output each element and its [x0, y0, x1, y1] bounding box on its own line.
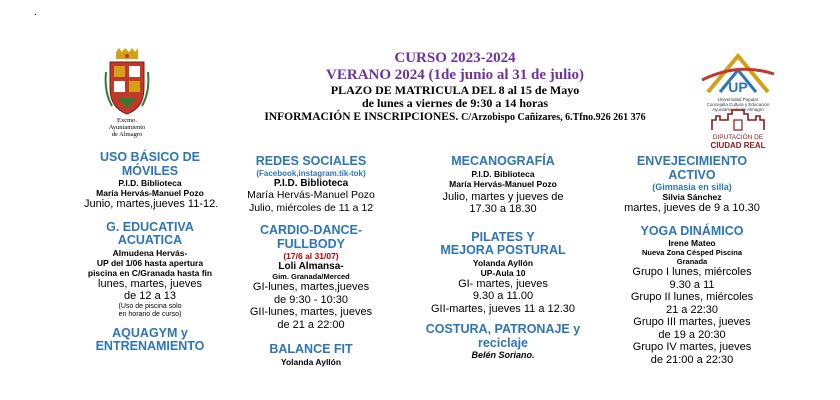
up-caption-line: Concejalía Cultura y Educación	[706, 102, 770, 107]
yoga-place: Nueva Zona Césped Piscina	[641, 248, 743, 257]
acuatica-small-note: (Uso de piscina solo	[118, 302, 182, 310]
acuatica-small-note: en horario de curso)	[118, 310, 182, 318]
mecanografia-schedule: Julio, martes y jueves de	[442, 190, 564, 203]
yoga-group: Grupo I lunes, miércoles	[632, 266, 752, 278]
summer-title: VERANO 2024 (1de junio al 31 de julio)	[326, 67, 584, 83]
pilates-place: UP-Aula 10	[480, 267, 526, 278]
cardio-schedule: GI-lunes, martes,jueves	[252, 281, 370, 293]
uso-movil-teacher: María Hervás-Manuel Pozo	[96, 188, 204, 198]
cardio-schedule: de 21 a 22:00	[277, 318, 345, 331]
crest-caption-line: Ayuntamiento	[108, 124, 146, 131]
balance-teacher: Yolanda Ayllón	[280, 356, 342, 367]
yoga-place: Granada	[676, 257, 708, 266]
uso-movil-title: USO BÁSICO DE	[99, 150, 200, 164]
cardio-title: CARDIO-DANCE-	[259, 223, 363, 237]
pilates-title: MEJORA POSTURAL	[440, 243, 566, 257]
page-header	[215, 50, 695, 125]
stray-dot: .	[34, 7, 37, 18]
pilates-title: PILATES Y	[471, 229, 535, 244]
costura-title: COSTURA, PATRONAJE y	[425, 322, 581, 336]
redes-schedule: Julio, miércoles de 11 a 12	[248, 201, 374, 214]
diputacion-line-1: DIPUTACIÓN DE	[712, 134, 764, 141]
yoga-group: 9.30 a 11	[669, 278, 715, 291]
up-caption-line: Ayuntamiento de Almagro	[712, 107, 764, 112]
costura-title: reciclaje	[477, 335, 529, 350]
uso-movil-title: MÓVILES	[121, 163, 179, 178]
redes-title: REDES SOCIALES	[255, 154, 367, 168]
up-caption-line: Universidad Popular	[717, 97, 759, 102]
pilates-schedule: 9.30 a 11.00	[472, 290, 534, 302]
uso-movil-schedule: Junio, martes,jueves 11-12.	[84, 198, 219, 210]
yoga-teacher: Irene Mateo	[668, 238, 716, 248]
envejecimiento-subtitle: (Gimnasia en silla)	[652, 182, 732, 192]
balance-title: BALANCE FIT	[269, 342, 353, 356]
yoga-group: Grupo II lunes, miércoles	[630, 291, 754, 303]
yoga-group: de 19 a 20:30	[658, 328, 726, 341]
crest-caption-line: Excmo.	[116, 117, 138, 124]
yoga-group: Grupo IV martes, jueves	[632, 341, 752, 353]
cardio-schedule: GII-lunes, martes, jueves	[249, 306, 373, 318]
column-1	[84, 150, 219, 354]
aquagym-title: ENTRENAMIENTO	[95, 339, 205, 353]
acuatica-note: piscina en C/Granada hasta fin	[87, 267, 213, 278]
diputacion-line-2: CIUDAD REAL	[710, 141, 766, 150]
redes-place: P.I.D. Biblioteca	[273, 178, 349, 189]
pilates-teacher: Yolanda Ayllón	[472, 257, 534, 268]
mecanografia-teacher: María Hervás-Manuel Pozo	[449, 178, 557, 189]
info-label: INFORMACIÓN E INSCRIPCIONES.	[264, 111, 459, 123]
envejecimiento-title: ACTIVO	[668, 167, 716, 182]
yoga-group: Grupo III martes, jueves	[633, 316, 751, 328]
cardio-teacher: Loli Almansa-	[278, 261, 344, 272]
cardio-schedule: de 9:30 - 10:30	[273, 293, 348, 306]
acuatica-title: G. EDUCATIVA	[106, 219, 194, 234]
info-address: C/Arzobispo Cañizares, 6.Tfno.926 261 376	[461, 112, 646, 123]
cardio-place: Gim. Granada/Merced	[272, 272, 350, 281]
enrollment-period: PLAZO DE MATRICULA DEL 8 al 15 de Mayo	[330, 83, 580, 97]
cardio-title: FULLBODY	[276, 236, 346, 251]
crest-caption-line: de Almagro	[111, 131, 143, 138]
redes-subtitle: (Facebook,instagram.tik-tok)	[256, 168, 366, 178]
mecanografia-title: MECANOGRAFÍA	[451, 154, 555, 168]
enrollment-hours: de lunes a viernes de 9:30 a 14 horas	[362, 96, 548, 110]
yoga-group: 21 a 22:30	[666, 303, 718, 316]
uso-movil-place: P.I.D. Biblioteca	[118, 178, 182, 188]
aquagym-title: AQUAGYM y	[112, 325, 188, 340]
almagro-crest-logo	[104, 48, 150, 116]
pilates-schedule: GII-martes, jueves 11 a 12.30	[430, 302, 576, 315]
crest-caption	[92, 117, 162, 138]
acuatica-note: UP del 1/06 hasta apertura	[96, 257, 204, 268]
redes-teacher: María Hervás-Manuel Pozo	[247, 189, 375, 201]
acuatica-title: ACUATICA	[117, 233, 183, 247]
envejecimiento-teacher: Silvia Sánchez	[662, 192, 722, 202]
yoga-title: YOGA DINÁMICO	[640, 223, 744, 238]
universidad-popular-logo	[700, 52, 776, 96]
info-line	[215, 110, 695, 125]
up-logo-text: UP	[728, 79, 748, 95]
mecanografia-place: P.I.D. Biblioteca	[471, 168, 535, 179]
envejecimiento-schedule: martes, jueves de 9 a 10.30	[624, 202, 760, 214]
costura-teacher: Belén Soriano.	[471, 350, 535, 360]
column-4	[606, 155, 778, 366]
column-2	[226, 155, 396, 367]
envejecimiento-title: ENVEJECIMIENTO	[636, 154, 748, 168]
acuatica-schedule: de 12 a 13	[124, 290, 176, 302]
course-title: CURSO 2023-2024	[394, 50, 516, 66]
diputacion-ciudad-real-logo	[698, 104, 778, 150]
cardio-dates: (17/6 al 31/07)	[283, 251, 339, 261]
acuatica-teacher: Almudena Hervás-	[112, 247, 188, 258]
mecanografia-schedule: 17.30 a 18.30	[469, 203, 537, 215]
column-3	[412, 155, 594, 361]
acuatica-schedule: lunes, martes, jueves	[98, 277, 202, 290]
pilates-schedule: GI- martes, jueves	[458, 277, 548, 290]
yoga-group: de 21:00 a 22:30	[650, 353, 734, 366]
